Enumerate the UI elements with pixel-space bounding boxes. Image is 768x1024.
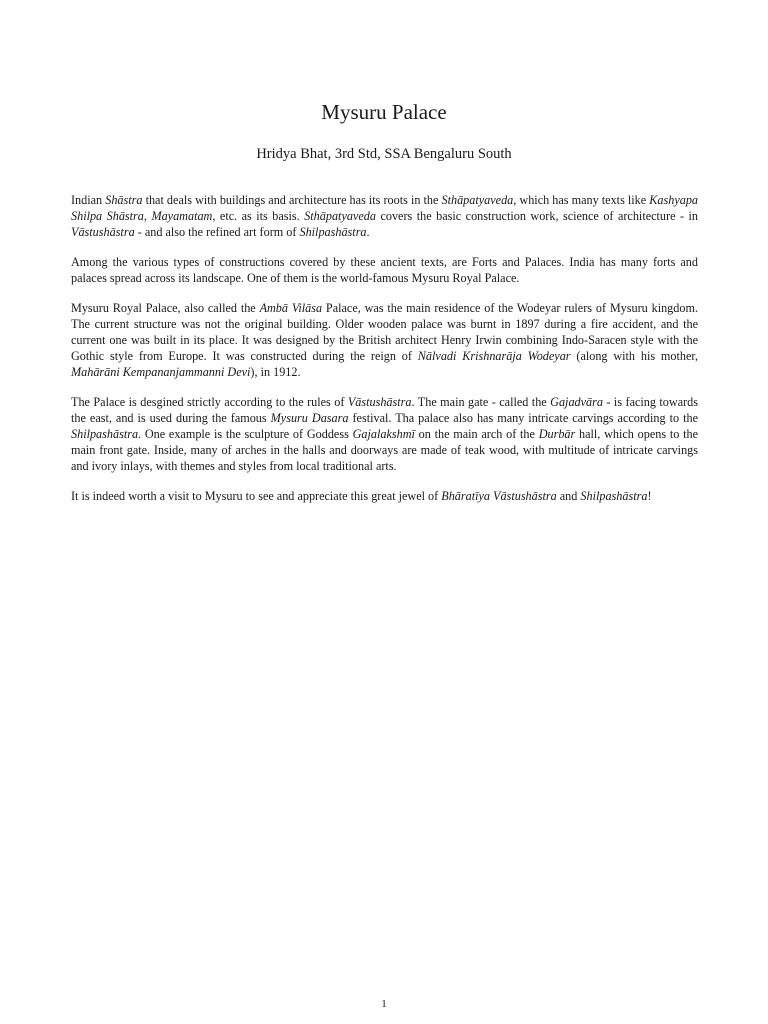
page-number: 1 <box>381 998 387 1010</box>
italic-term: Mahārāni Kempananjammanni Devi <box>71 365 251 379</box>
text-run: and <box>556 489 581 503</box>
italic-term: Bhāratīya Vāstushāstra <box>441 489 557 503</box>
paragraph-1 <box>71 192 698 240</box>
italic-term: Gajadvāra <box>550 395 603 409</box>
text-run: - is facing towards the east, and is used during the famous <box>71 395 698 425</box>
document-title: Mysuru Palace <box>321 100 447 124</box>
italic-term: Shilpashāstra <box>71 427 139 441</box>
text-run: that deals with buildings and architecture has its roots in the <box>142 193 442 207</box>
text-run: , <box>143 209 152 223</box>
paragraph-3 <box>71 300 698 380</box>
document-author: Hridya Bhat, 3rd Std, SSA Bengaluru South <box>256 146 512 162</box>
text-run: . The main gate - called the <box>411 395 551 409</box>
italic-term: Vāstushāstra <box>71 225 135 239</box>
text-run: - and also the refined art form of <box>134 225 300 239</box>
text-run: Indian <box>71 193 106 207</box>
text-run: . One example is the sculpture of Goddess <box>138 427 353 441</box>
text-run: ! <box>647 489 652 503</box>
italic-term: Shilpashāstra <box>580 489 648 503</box>
text-run: , which has many texts like <box>513 193 650 207</box>
text-run: festival. Tha palace also has many intricate carvings according to the <box>348 411 698 425</box>
paragraph-2 <box>71 254 698 286</box>
text-run: ), in 1912. <box>250 365 301 379</box>
italic-term: Mysuru Dasara <box>270 411 349 425</box>
text-run: Mysuru Royal Palace, also called the <box>71 301 260 315</box>
paragraph-4 <box>71 394 698 474</box>
italic-term: Sthāpatyaveda <box>441 193 514 207</box>
text-run: Palace, was the main residence of the Wodeyar rulers of Mysuru kingdom. The current structure was not the original building. Older wooden palace was burnt in 1897 during a fire accident, and the current one was built in its place. It was designed by the British architect Henry Irwin combining Indo-Saracen style with the Gothic style from Europe. It was constructed during the reign of <box>71 301 698 363</box>
text-run: The Palace is desgined strictly according to the rules of <box>71 395 348 409</box>
italic-term: Gajalakshmī <box>352 427 415 441</box>
italic-term: Shilpashāstra <box>299 225 367 239</box>
italic-term: Kashyapa Shilpa Shāstra <box>71 193 699 223</box>
italic-term: Shāstra <box>105 193 143 207</box>
text-run: (along with his mother, <box>570 349 698 363</box>
italic-term: Vāstushāstra <box>347 395 412 409</box>
italic-term: Nālvadi Krishnarāja Wodeyar <box>417 349 571 363</box>
italic-term: Sthāpatyaveda <box>304 209 376 223</box>
document-body <box>71 192 698 518</box>
italic-term: Durbār <box>538 427 576 441</box>
italic-term: Mayamatam <box>151 209 213 223</box>
text-run: covers the basic construction work, science of architecture - in <box>375 209 698 223</box>
text-run: on the main arch of the <box>414 427 539 441</box>
italic-term: Ambā Vilāsa <box>259 301 323 315</box>
text-run: hall, which opens to the main front gate. Inside, many of arches in the halls and doorways are made of teak wood, with multitude of intricate carvings and ivory inlays, with themes and styles from local traditional arts. <box>71 427 698 473</box>
text-run: , etc. as its basis. <box>212 209 305 223</box>
text-run: It is indeed worth a visit to Mysuru to see and appreciate this great jewel of <box>71 489 442 503</box>
paragraph-5 <box>71 488 698 504</box>
text-run: Among the various types of constructions covered by these ancient texts, are Forts and Palaces. India has many forts and palaces spread across its landscape. One of them is the world-famous Mysuru Royal Palace. <box>71 255 698 285</box>
text-run: . <box>366 225 370 239</box>
